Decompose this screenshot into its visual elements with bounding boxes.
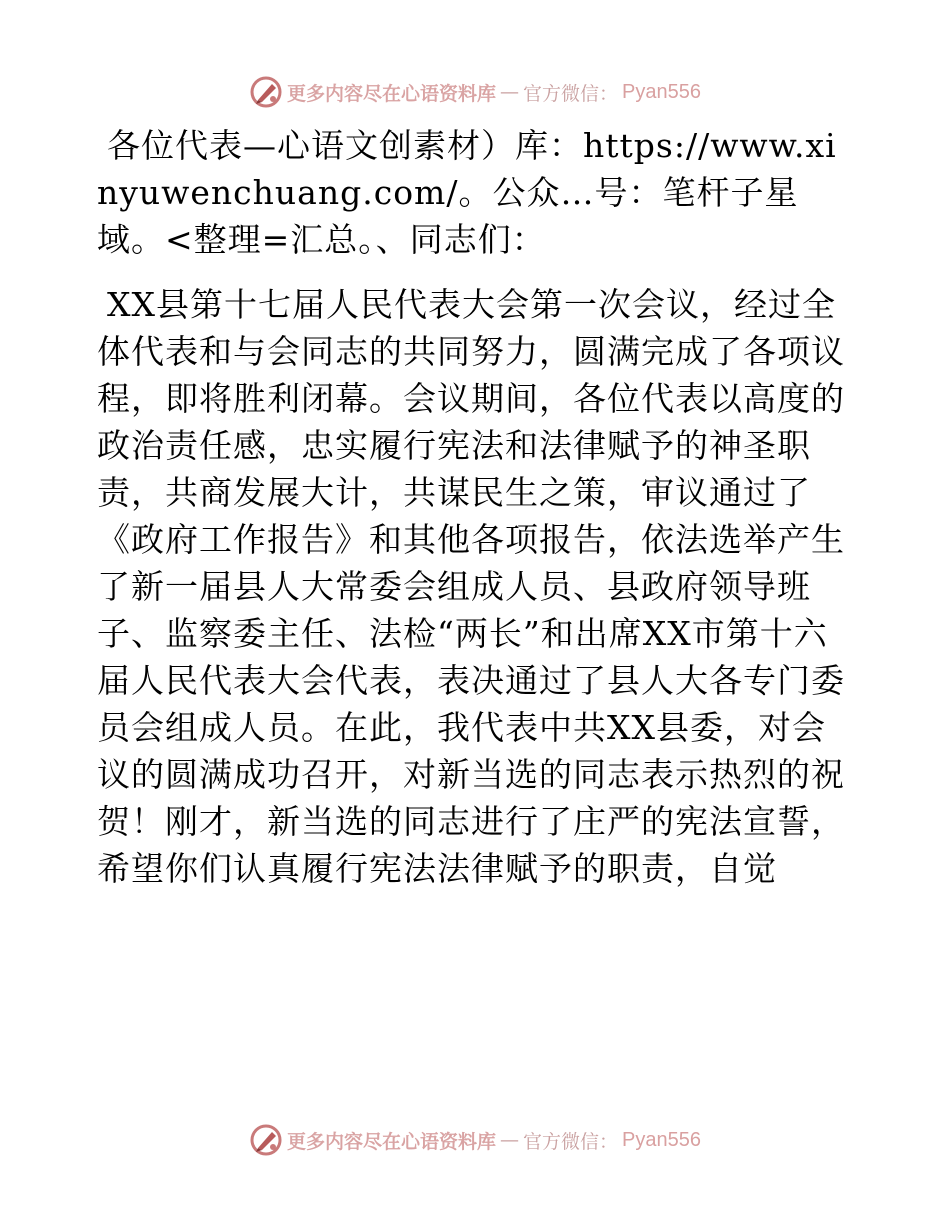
- brush-pen-logo-icon: [249, 1123, 283, 1157]
- paragraph-intro: 各位代表—心语文创素材）库：https://www.xinyuwenchuang.com/。公众…号：笔杆子星域。<整理=汇总。、同志们：: [97, 126, 837, 259]
- watermark-text: 更多内容尽在心语资料库: [287, 82, 497, 105]
- watermark-wechat-id: Pyan556: [622, 80, 701, 103]
- watermark-text: 更多内容尽在心语资料库: [287, 1130, 497, 1153]
- watermark-wechat-id: Pyan556: [622, 1128, 701, 1151]
- watermark-separator: —: [500, 1129, 520, 1151]
- brush-pen-logo-icon: [249, 75, 283, 109]
- header-watermark-banner: [0, 72, 950, 112]
- watermark-separator: —: [500, 81, 520, 103]
- footer-watermark-banner: [0, 1120, 950, 1160]
- watermark-official-label: 官方微信：: [523, 1130, 619, 1153]
- watermark-official-label: 官方微信：: [523, 82, 619, 105]
- paragraph-main: XX县第十七届人民代表大会第一次会议，经过全体代表和与会同志的共同努力，圆满完成了各项议程，即将胜利闭幕。会议期间，各位代表以高度的政治责任感，忠实履行宪法和法律赋予的神圣职责，共商发展大计，共谋民生之策，审议通过了《政府工作报告》和其他各项报告，依法选举产生了新一届县人大常委会组成人员、县政府领导班子、监察委主任、法检“两长”和出席XX市第十六届人民代表大会代表，表决通过了县人大各专门委员会组成人员。在此，我代表中共XX县委，对会议的圆满成功召开，对新当选的同志表示热烈的祝贺！刚才，新当选的同志进行了庄严的宪法宣誓，希望你们认真履行宪法法律赋予的职责，自觉: [97, 285, 845, 888]
- document-body: [97, 122, 857, 892]
